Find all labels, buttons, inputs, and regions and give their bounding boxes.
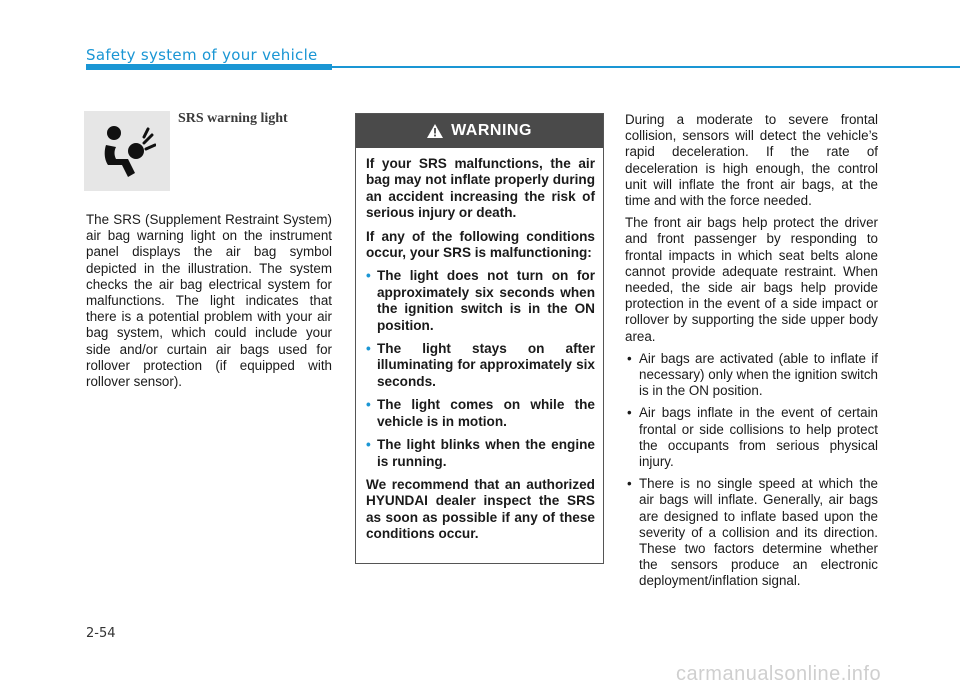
warning-body (356, 148, 603, 543)
bullet-dot-icon: • (366, 437, 371, 453)
warning-paragraph: If your SRS malfunctions, the air bag may not inflate properly during an accident increasing the risk of serious injury or death. (366, 156, 595, 221)
warning-list-item: • The light stays on after illuminating for approximately six seconds. (366, 341, 595, 389)
bullet-dot-icon: • (627, 476, 632, 492)
bullet-dot-icon: • (366, 341, 371, 357)
warning-label: WARNING (451, 122, 532, 139)
airbag-warning-icon-box (84, 111, 170, 191)
watermark: carmanualsonline.info (676, 663, 882, 685)
body-paragraph: During a moderate to severe frontal collision, sensors will detect the vehicle’s rapid deceleration. If the rate of deceleration is high enough, the control unit will inflate the front air bags, at the time and with the force needed. (625, 112, 878, 209)
airbag-warning-icon (100, 121, 156, 181)
list-item: • Air bags inflate in the event of certain frontal or side collisions to help protect the occupants from serious physical injury. (627, 405, 878, 470)
bullet-dot-icon: • (366, 397, 371, 413)
bullet-dot-icon: • (627, 405, 632, 421)
srs-description: The SRS (Supplement Restraint System) air bag warning light on the instrument panel displays the air bag symbol depicted in the illustration. The system checks the air bag electrical system for malfunctions. The light indicates that there is a potential problem with your air bag system, which could include your side and/or curtain air bags used for rollover protection (if equipped with rollover sensor). (86, 212, 332, 390)
warning-header (356, 114, 603, 148)
warning-box (355, 113, 604, 564)
bullet-dot-icon: • (627, 350, 632, 366)
section-header: Safety system of your vehicle (86, 46, 318, 64)
warning-paragraph: We recommend that an authorized HYUNDAI dealer inspect the SRS as soon as possible if any of these conditions occur. (366, 476, 595, 542)
right-column (625, 112, 878, 596)
header-rule (86, 66, 960, 68)
srs-warning-light-title: SRS warning light (178, 111, 288, 126)
list-item: • Air bags are activated (able to inflate if necessary) only when the ignition switch is in the ON position. (627, 350, 878, 399)
warning-list-item: • The light comes on while the vehicle is in motion. (366, 397, 595, 429)
page-number: 2-54 (86, 626, 116, 641)
body-paragraph: The front air bags help protect the driver and front passenger by responding to frontal impacts in which seat belts alone cannot provide adequate restraint. When needed, the side air bags help provide protection in the event of a side impact or rollover by supporting the side upper body area. (625, 215, 878, 344)
warning-triangle-icon (427, 124, 443, 138)
list-item: • There is no single speed at which the air bags will inflate. Generally, air bags are designed to inflate based upon the severity of a collision and its direction. These two factors determine whether the sensors produce an electronic deployment/inflation signal. (627, 476, 878, 589)
warning-paragraph: If any of the following conditions occur, your SRS is malfunctioning: (366, 228, 595, 261)
warning-list-item: • The light blinks when the engine is running. (366, 437, 595, 469)
left-column (86, 212, 332, 396)
warning-list-item: • The light does not turn on for approximately six seconds when the ignition switch is in the ON position. (366, 268, 595, 333)
bullet-dot-icon: • (366, 268, 371, 284)
